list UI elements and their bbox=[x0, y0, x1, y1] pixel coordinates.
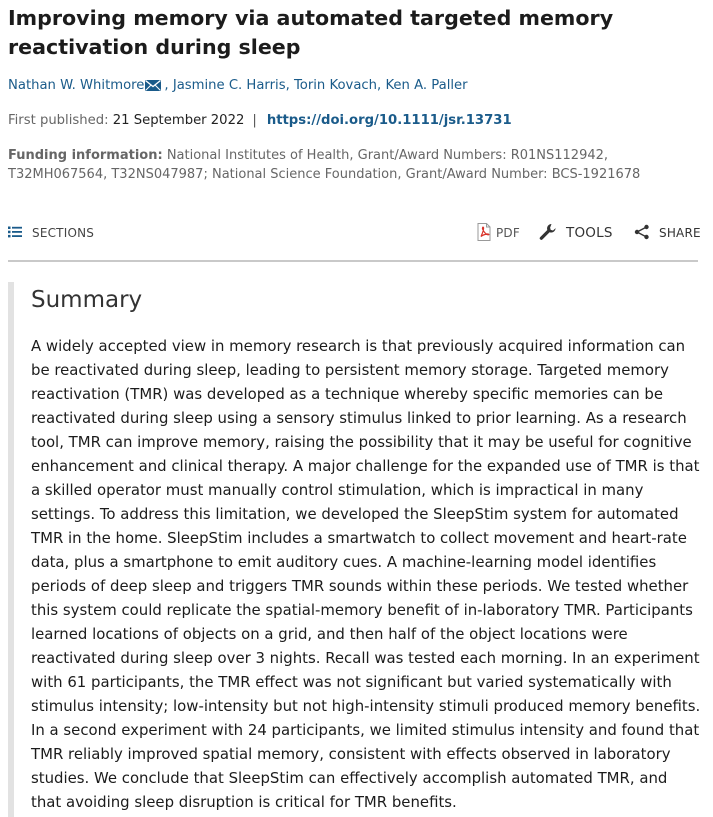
pdf-icon bbox=[476, 223, 492, 244]
author-link-paller[interactable]: Ken A. Paller bbox=[385, 78, 468, 93]
author-link-kovach[interactable]: Torin Kovach bbox=[293, 78, 378, 93]
author-separator: , bbox=[164, 78, 173, 93]
share-icon bbox=[634, 224, 650, 243]
pdf-label: PDF bbox=[496, 226, 520, 240]
summary-text: A widely accepted view in memory research is that previously acquired information can be reactivated during sleep, leading to persistent memory storage. Targeted memory reactivation (TMR) was developed as a technique whereby specific memories can be reactivated during sleep using a sensory stimulus linked to prior learning. As a research tool, TMR can improve memory, raising the possibility that it may be useful for cognitive enhancement and clinical therapy. A major challenge for the expanded use of TMR is that a skilled operator must manually control stimulation, which is impractical in many settings. To address this limitation, we developed the SleepStim system for automated TMR in the home. SleepStim includes a smartwatch to collect movement and heart-rate data, plus a smartphone to emit auditory cues. A machine-learning model identifies periods of deep sleep and triggers TMR sounds within these periods. We tested whether this system could replicate the spatial-memory benefit of in-laboratory TMR. Participants learned locations of objects on a grid, and then half of the object locations were reactivated during sleep over 3 nights. Recall was tested each morning. In an experiment with 61 participants, the TMR effect was not significant but varied systematically with stimulus intensity; low-intensity but not high-intensity stimuli produced memory benefits. In a second experiment with 24 participants, we limited stimulus intensity and found that TMR reliably improved spatial memory, consistent with effects observed in laboratory studies. We conclude that SleepStim can effectively accomplish automated TMR, and that avoiding sleep disruption is critical for TMR benefits. bbox=[31, 337, 701, 811]
funding-label: Funding information: bbox=[8, 148, 163, 163]
pdf-button[interactable] bbox=[476, 220, 520, 246]
published-label: First published: bbox=[8, 113, 109, 128]
email-icon[interactable] bbox=[145, 78, 161, 98]
summary-heading: Summary bbox=[31, 287, 143, 313]
publication-info bbox=[8, 111, 512, 131]
author-separator: , bbox=[377, 78, 386, 93]
author-separator: , bbox=[285, 78, 294, 93]
share-label: SHARE bbox=[659, 226, 701, 240]
published-date: 21 September 2022 bbox=[112, 113, 245, 128]
author-link-harris[interactable]: Jasmine C. Harris bbox=[172, 78, 286, 93]
share-button[interactable] bbox=[634, 220, 701, 246]
article-toolbar bbox=[8, 220, 701, 246]
tools-label: TOOLS bbox=[566, 225, 613, 241]
section-divider bbox=[8, 260, 698, 262]
sections-button[interactable] bbox=[8, 220, 94, 246]
article-title: Improving memory via automated targeted memory reactivation during sleep bbox=[8, 6, 614, 59]
doi-link[interactable]: https://doi.org/10.1111/jsr.13731 bbox=[266, 113, 512, 128]
info-separator: | bbox=[252, 113, 257, 128]
tools-button[interactable] bbox=[538, 220, 613, 246]
funding-text: National Institutes of Health, Grant/Award Numbers: R01NS112942, T32MH067564, T32NS047987; National Science Foundation, Grant/Award Number: BCS-1921678 bbox=[8, 148, 641, 182]
author-link-whitmore[interactable]: Nathan W. Whitmore bbox=[8, 78, 145, 93]
list-icon bbox=[8, 226, 22, 241]
author-list bbox=[8, 76, 468, 96]
wrench-icon bbox=[538, 222, 558, 245]
funding-info bbox=[8, 146, 698, 184]
sections-label: SECTIONS bbox=[32, 226, 95, 240]
abstract-side-bar bbox=[8, 282, 14, 817]
